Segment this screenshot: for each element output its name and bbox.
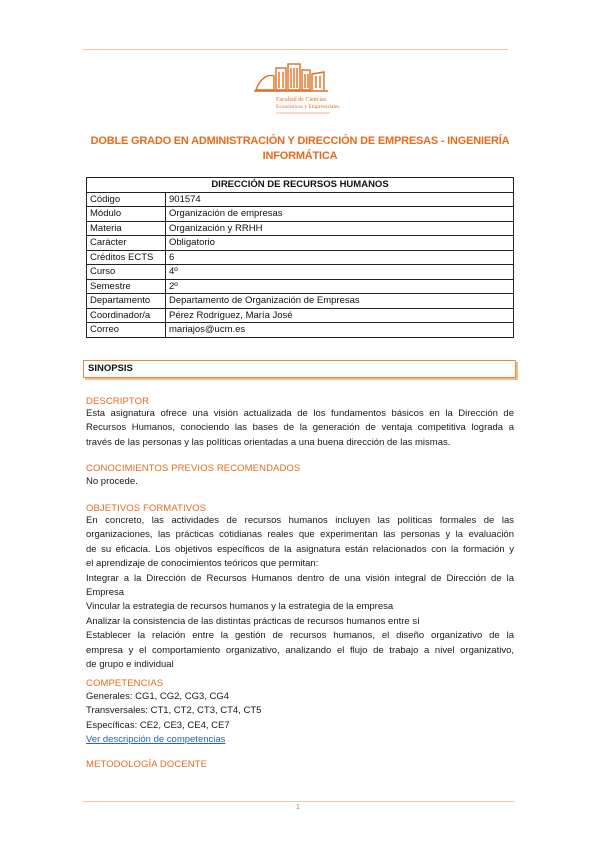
objetivos-line: el aprendizaje de conocimientos teóricos que permitan: bbox=[86, 558, 319, 570]
row-value: Pérez Rodríguez, María José bbox=[166, 308, 514, 323]
logo-text-line1: Facultad de Ciencias bbox=[276, 97, 326, 103]
row-key: Coordinador/a bbox=[87, 308, 166, 323]
table-row bbox=[87, 323, 514, 338]
descriptor-line: través de las personas y las políticas orientadas a una buena dirección de las mismas. bbox=[86, 436, 451, 448]
course-name: DIRECCIÓN DE RECURSOS HUMANOS bbox=[87, 178, 514, 193]
row-value: mariajos@ucm.es bbox=[166, 323, 514, 338]
objetivos-text bbox=[86, 514, 514, 672]
competencias-transversales: Transversales: CT1, CT2, CT3, CT4, CT5 bbox=[86, 705, 262, 717]
objetivos-line: Analizar la consistencia de las distintas prácticas de recursos humanos entre sí bbox=[86, 615, 420, 627]
descriptor-heading: DESCRIPTOR bbox=[86, 396, 150, 407]
degree-title-line2: INFORMÁTICA bbox=[262, 150, 338, 162]
header-rule bbox=[82, 49, 508, 50]
row-key: Semestre bbox=[87, 279, 166, 294]
objetivos-line: Empresa bbox=[86, 587, 125, 599]
row-key: Código bbox=[87, 192, 166, 207]
row-key: Departamento bbox=[87, 294, 166, 309]
degree-title-line1: DOBLE GRADO EN ADMINISTRACIÓN Y DIRECCIÓN DE EMPRESAS - INGENIERÍA bbox=[90, 135, 510, 147]
competencias-especificas: Específicas: CE2, CE3, CE4, CE7 bbox=[86, 719, 230, 731]
footer-rule bbox=[82, 801, 514, 802]
descriptor-line: Recursos Humanos, conociendo las bases de la generación de ventaja competitiva lograda a bbox=[86, 422, 514, 434]
row-key: Módulo bbox=[87, 207, 166, 222]
conocimientos-text bbox=[86, 475, 514, 489]
table-row bbox=[87, 207, 514, 222]
descriptor-text bbox=[86, 407, 514, 450]
row-value: 901574 bbox=[166, 192, 514, 207]
competencias-heading: COMPETENCIAS bbox=[86, 678, 164, 689]
row-value: 4º bbox=[166, 265, 514, 280]
course-info-table bbox=[86, 177, 514, 338]
conocimientos-heading: CONOCIMIENTOS PREVIOS RECOMENDADOS bbox=[86, 463, 301, 474]
metodologia-heading: METODOLOGÍA DOCENTE bbox=[86, 759, 208, 770]
objetivos-line: de grupo e individual bbox=[86, 659, 174, 671]
page-number: 1 bbox=[296, 804, 300, 811]
conocimientos-line: No procede. bbox=[86, 476, 138, 487]
competencias-description-link[interactable]: Ver descripción de competencias bbox=[86, 734, 226, 746]
row-key: Curso bbox=[87, 265, 166, 280]
objetivos-line: organizaciones, las prácticas cotidianas reales que experimentan las personas y la evaluación bbox=[86, 529, 514, 541]
degree-title bbox=[90, 134, 510, 164]
objetivos-line: En concreto, las actividades de recursos humanos incluyen las políticas formales de las bbox=[86, 515, 514, 526]
table-row bbox=[87, 279, 514, 294]
table-row bbox=[87, 294, 514, 309]
objetivos-line: de su eficacia. Los objetivos específicos de la asignatura están relacionados con la formación y bbox=[86, 543, 514, 555]
objetivos-line: Integrar a la Dirección de Recursos Humanos dentro de una visión integral de Dirección de la bbox=[86, 572, 514, 584]
table-row bbox=[87, 308, 514, 323]
row-key: Carácter bbox=[87, 236, 166, 251]
sinopsis-header bbox=[83, 360, 516, 378]
objetivos-line: empresa y el comportamiento organizativo, analizando el flujo de trabajo a nivel organizativo, bbox=[86, 644, 514, 656]
sinopsis-label: SINOPSIS bbox=[88, 363, 133, 374]
row-value: Organización y RRHH bbox=[166, 221, 514, 236]
row-value: Organización de empresas bbox=[166, 207, 514, 222]
faculty-logo-icon bbox=[252, 60, 342, 122]
faculty-logo bbox=[252, 60, 342, 122]
logo-text-line2: Económicas y Empresariales bbox=[276, 104, 340, 110]
row-key: Correo bbox=[87, 323, 166, 338]
table-row bbox=[87, 192, 514, 207]
row-value: 6 bbox=[166, 250, 514, 265]
table-row bbox=[87, 250, 514, 265]
table-row bbox=[87, 221, 514, 236]
row-value: Departamento de Organización de Empresas bbox=[166, 294, 514, 309]
table-row bbox=[87, 265, 514, 280]
objetivos-line: Establecer la relación entre la gestión de recursos humanos, el diseño organizativo de la bbox=[86, 630, 514, 642]
objetivos-line: Vincular la estrategia de recursos humanos y la estrategia de la empresa bbox=[86, 601, 394, 613]
competencias-generales: Generales: CG1, CG2, CG3, CG4 bbox=[86, 691, 230, 702]
row-value: Obligatorio bbox=[166, 236, 514, 251]
table-row bbox=[87, 236, 514, 251]
descriptor-line: Esta asignatura ofrece una visión actualizada de los fundamentos básicos en la Dirección de bbox=[86, 408, 514, 419]
table-heading-row bbox=[87, 178, 514, 193]
competencias-text bbox=[86, 690, 514, 748]
row-key: Materia bbox=[87, 221, 166, 236]
row-value: 2º bbox=[166, 279, 514, 294]
objetivos-heading: OBJETIVOS FORMATIVOS bbox=[86, 503, 207, 514]
row-key: Créditos ECTS bbox=[87, 250, 166, 265]
